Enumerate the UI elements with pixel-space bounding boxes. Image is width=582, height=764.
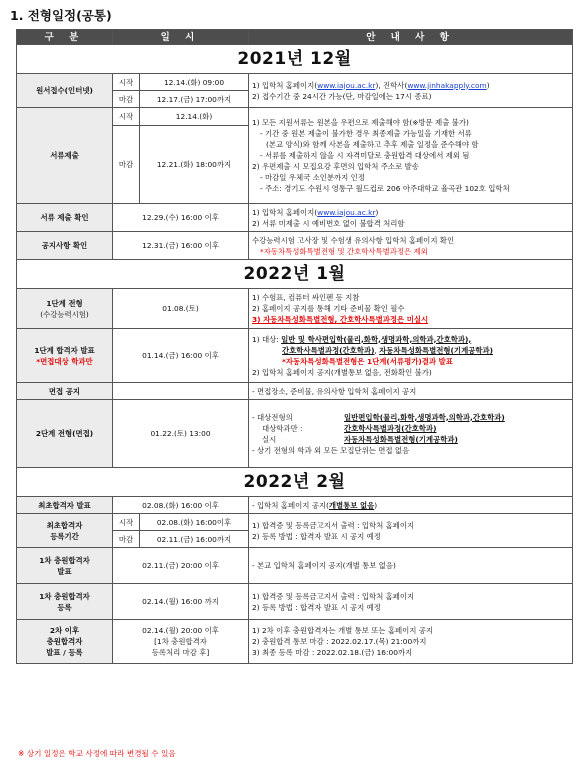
- notice-check-date: 12.31.(금) 16:00 이후: [113, 232, 249, 260]
- homepage-link[interactable]: www.iajou.ac.kr: [317, 207, 376, 217]
- table-row: [17, 584, 573, 620]
- schedule-table: [16, 29, 573, 664]
- row-category-add2: 2차 이후 충원합격자 발표 / 등록: [17, 620, 113, 664]
- footnote: ※ 상기 일정은 학교 사정에 따라 변경될 수 있음: [18, 749, 176, 758]
- apply-info: 1) 입학처 홈페이지(www.iajou.ac.kr), 진학사(www.jinhakapply.com) 2) 접수기간 중 24시간 가능(단, 마감일에는 17시 종료): [249, 74, 573, 108]
- add1-result-date: 02.11.(금) 20:00 이후: [113, 548, 249, 584]
- start-label: 시작: [113, 74, 140, 91]
- header-category: 구 분: [17, 30, 113, 45]
- reg-end-date: 02.11.(금) 16:00까지: [140, 531, 249, 548]
- row-category-docs-check: 서류 제출 확인: [17, 204, 113, 232]
- notice-check-info: 수강능력시험 고사장 및 수험생 유의사항 입학처 홈페이지 확인 *자동차특성화특별전형 및 간호학사특별과정은 제외: [249, 232, 573, 260]
- table-row: [17, 497, 573, 514]
- add2-info: 1) 2차 이후 충원합격자는 개별 통보 또는 홈페이지 공지 2) 충원합격 통보 마감 : 2022.02.17.(목) 21:00까지 3) 최종 등록 마감 : 2022.02.18.(금) 16:00까지: [249, 620, 573, 664]
- end-label: 마감: [113, 126, 140, 204]
- docs-start-date: 12.14.(화): [140, 108, 249, 126]
- add1-result-info: - 본교 입학처 홈페이지 공지(개별 통보 없음): [249, 548, 573, 584]
- end-label: 마감: [113, 531, 140, 548]
- year-label-feb2022: 2022년 2월: [17, 468, 573, 497]
- row-category-add1-reg: 1차 충원합격자 등록: [17, 584, 113, 620]
- table-row: [17, 108, 573, 126]
- table-row: [17, 400, 573, 468]
- year-row: [17, 260, 573, 289]
- row-category-interview-notice: 면접 공지: [17, 383, 113, 400]
- add1-reg-date: 02.14.(월) 16:00 까지: [113, 584, 249, 620]
- table-row: [17, 548, 573, 584]
- apply-end-date: 12.17.(금) 17:00까지: [140, 91, 249, 108]
- start-label: 시작: [113, 514, 140, 531]
- table-header: [17, 30, 573, 45]
- add2-date: 02.14.(월) 20:00 이후 [1차 충원합격자 등록처리 마감 후]: [113, 620, 249, 664]
- table-row: [17, 383, 573, 400]
- final-date: 02.08.(화) 16:00 이후: [113, 497, 249, 514]
- row-category-reg: 최초합격자 등록기간: [17, 514, 113, 548]
- stage1-info: 1) 수험표, 컴퓨터 싸인펜 등 지참 2) 홈페이지 공지를 통해 기타 준비물 확인 필수 3) 자동차특성화특별전형, 간호학사특별과정은 미실시: [249, 289, 573, 329]
- row-category-apply: 원서접수(인터넷): [17, 74, 113, 108]
- docs-end-date: 12.21.(화) 18:00까지: [140, 126, 249, 204]
- docs-check-info: 1) 입학처 홈페이지(www.iajou.ac.kr) 2) 서류 미제출 시 예비번호 없이 불합격 처리함: [249, 204, 573, 232]
- row-category-stage2: 2단계 전형(면접): [17, 400, 113, 468]
- table-row: [17, 204, 573, 232]
- row-category-add1-result: 1차 충원합격자 발표: [17, 548, 113, 584]
- year-label-dec2021: 2021년 12월: [17, 45, 573, 74]
- interview-notice-info: - 면접장소, 준비물, 유의사항 입학처 홈페이지 공지: [249, 383, 573, 400]
- stage2-date: 01.22.(토) 13:00: [113, 400, 249, 468]
- apply-start-date: 12.14.(화) 09:00: [140, 74, 249, 91]
- table-row: [17, 329, 573, 383]
- year-row: [17, 468, 573, 497]
- homepage-link[interactable]: www.iajou.ac.kr: [317, 80, 376, 90]
- reg-info: 1) 합격증 및 등록금고지서 출력 : 입학처 홈페이지 2) 등록 방법 : 합격자 발표 시 공지 예정: [249, 514, 573, 548]
- row-category-stage1-result: 1단계 합격자 발표 *면접대상 학과만: [17, 329, 113, 383]
- row-category-notice-check: 공지사항 확인: [17, 232, 113, 260]
- stage1-result-date: 01.14.(금) 16:00 이후: [113, 329, 249, 383]
- interview-notice-date: [113, 383, 249, 400]
- docs-check-date: 12.29.(수) 16:00 이후: [113, 204, 249, 232]
- row-category-final: 최초합격자 발표: [17, 497, 113, 514]
- final-info: - 입학처 홈페이지 공지(개별통보 없음): [249, 497, 573, 514]
- table-row: [17, 232, 573, 260]
- start-label: 시작: [113, 108, 140, 126]
- section-title: 1. 전형일정(공통): [10, 8, 112, 23]
- end-label: 마감: [113, 91, 140, 108]
- table-row: [17, 289, 573, 329]
- stage1-result-info: 1) 대상: 일반 및 학사편입학(물리,화학,생명과학,의학과,간호학과), 간호학사특별과정(간호학과), 자동차특성화특별전형(기계공학과) *자동차특성화특별전형은 1단계(서류평가)결과 발표 2) 입학처 홈페이지 공지(개별통보 없음, 전화확인 불가): [249, 329, 573, 383]
- jinhak-link[interactable]: www.jinhakapply.com: [407, 80, 487, 90]
- add1-reg-info: 1) 합격증 및 등록금고지서 출력 : 입학처 홈페이지 2) 등록 방법 : 합격자 발표 시 공지 예정: [249, 584, 573, 620]
- docs-info: 1) 모든 지원서류는 원본을 우편으로 제출해야 함(※방문 제출 불가) - 기간 중 원본 제출이 불가한 경우 최종제출 가능일을 기재한 서류 (본교 양식)와 함께 사본을 제출하고 추후 제출 일정을 준수해야 함 - 서류를 제출하지 않을 시 자격미달로 충원합격 대상에서 제외 됨 2) 우편제출 시 모집요강 후면의 입학처 주소로 발송 - 마감일 우체국 소인분까지 인정 - 주소: 경기도 수원시 영통구 월드컵로 206 아주대학교 율곡관 102호 입학처: [249, 108, 573, 204]
- header-info: 안 내 사 항: [249, 30, 573, 45]
- row-category-docs: 서류제출: [17, 108, 113, 204]
- stage2-info: - 대상전형의 일반편입학(물리,화학,생명과학,의학과,간호학과) 대상학과만 : 간호학사특별과정(간호학과) 실시 자동차특성화특별전형(기계공학과) - 상기 전형의 학과 외 모든 모집단위는 면접 없음: [249, 400, 573, 468]
- stage1-date: 01.08.(토): [113, 289, 249, 329]
- table-row: [17, 514, 573, 531]
- table-row: [17, 620, 573, 664]
- reg-start-date: 02.08.(화) 16:00이후: [140, 514, 249, 531]
- year-label-jan2022: 2022년 1월: [17, 260, 573, 289]
- table-row: [17, 74, 573, 91]
- row-category-stage1: 1단계 전형 (수강능력시험): [17, 289, 113, 329]
- header-datetime: 일 시: [113, 30, 249, 45]
- year-row: [17, 45, 573, 74]
